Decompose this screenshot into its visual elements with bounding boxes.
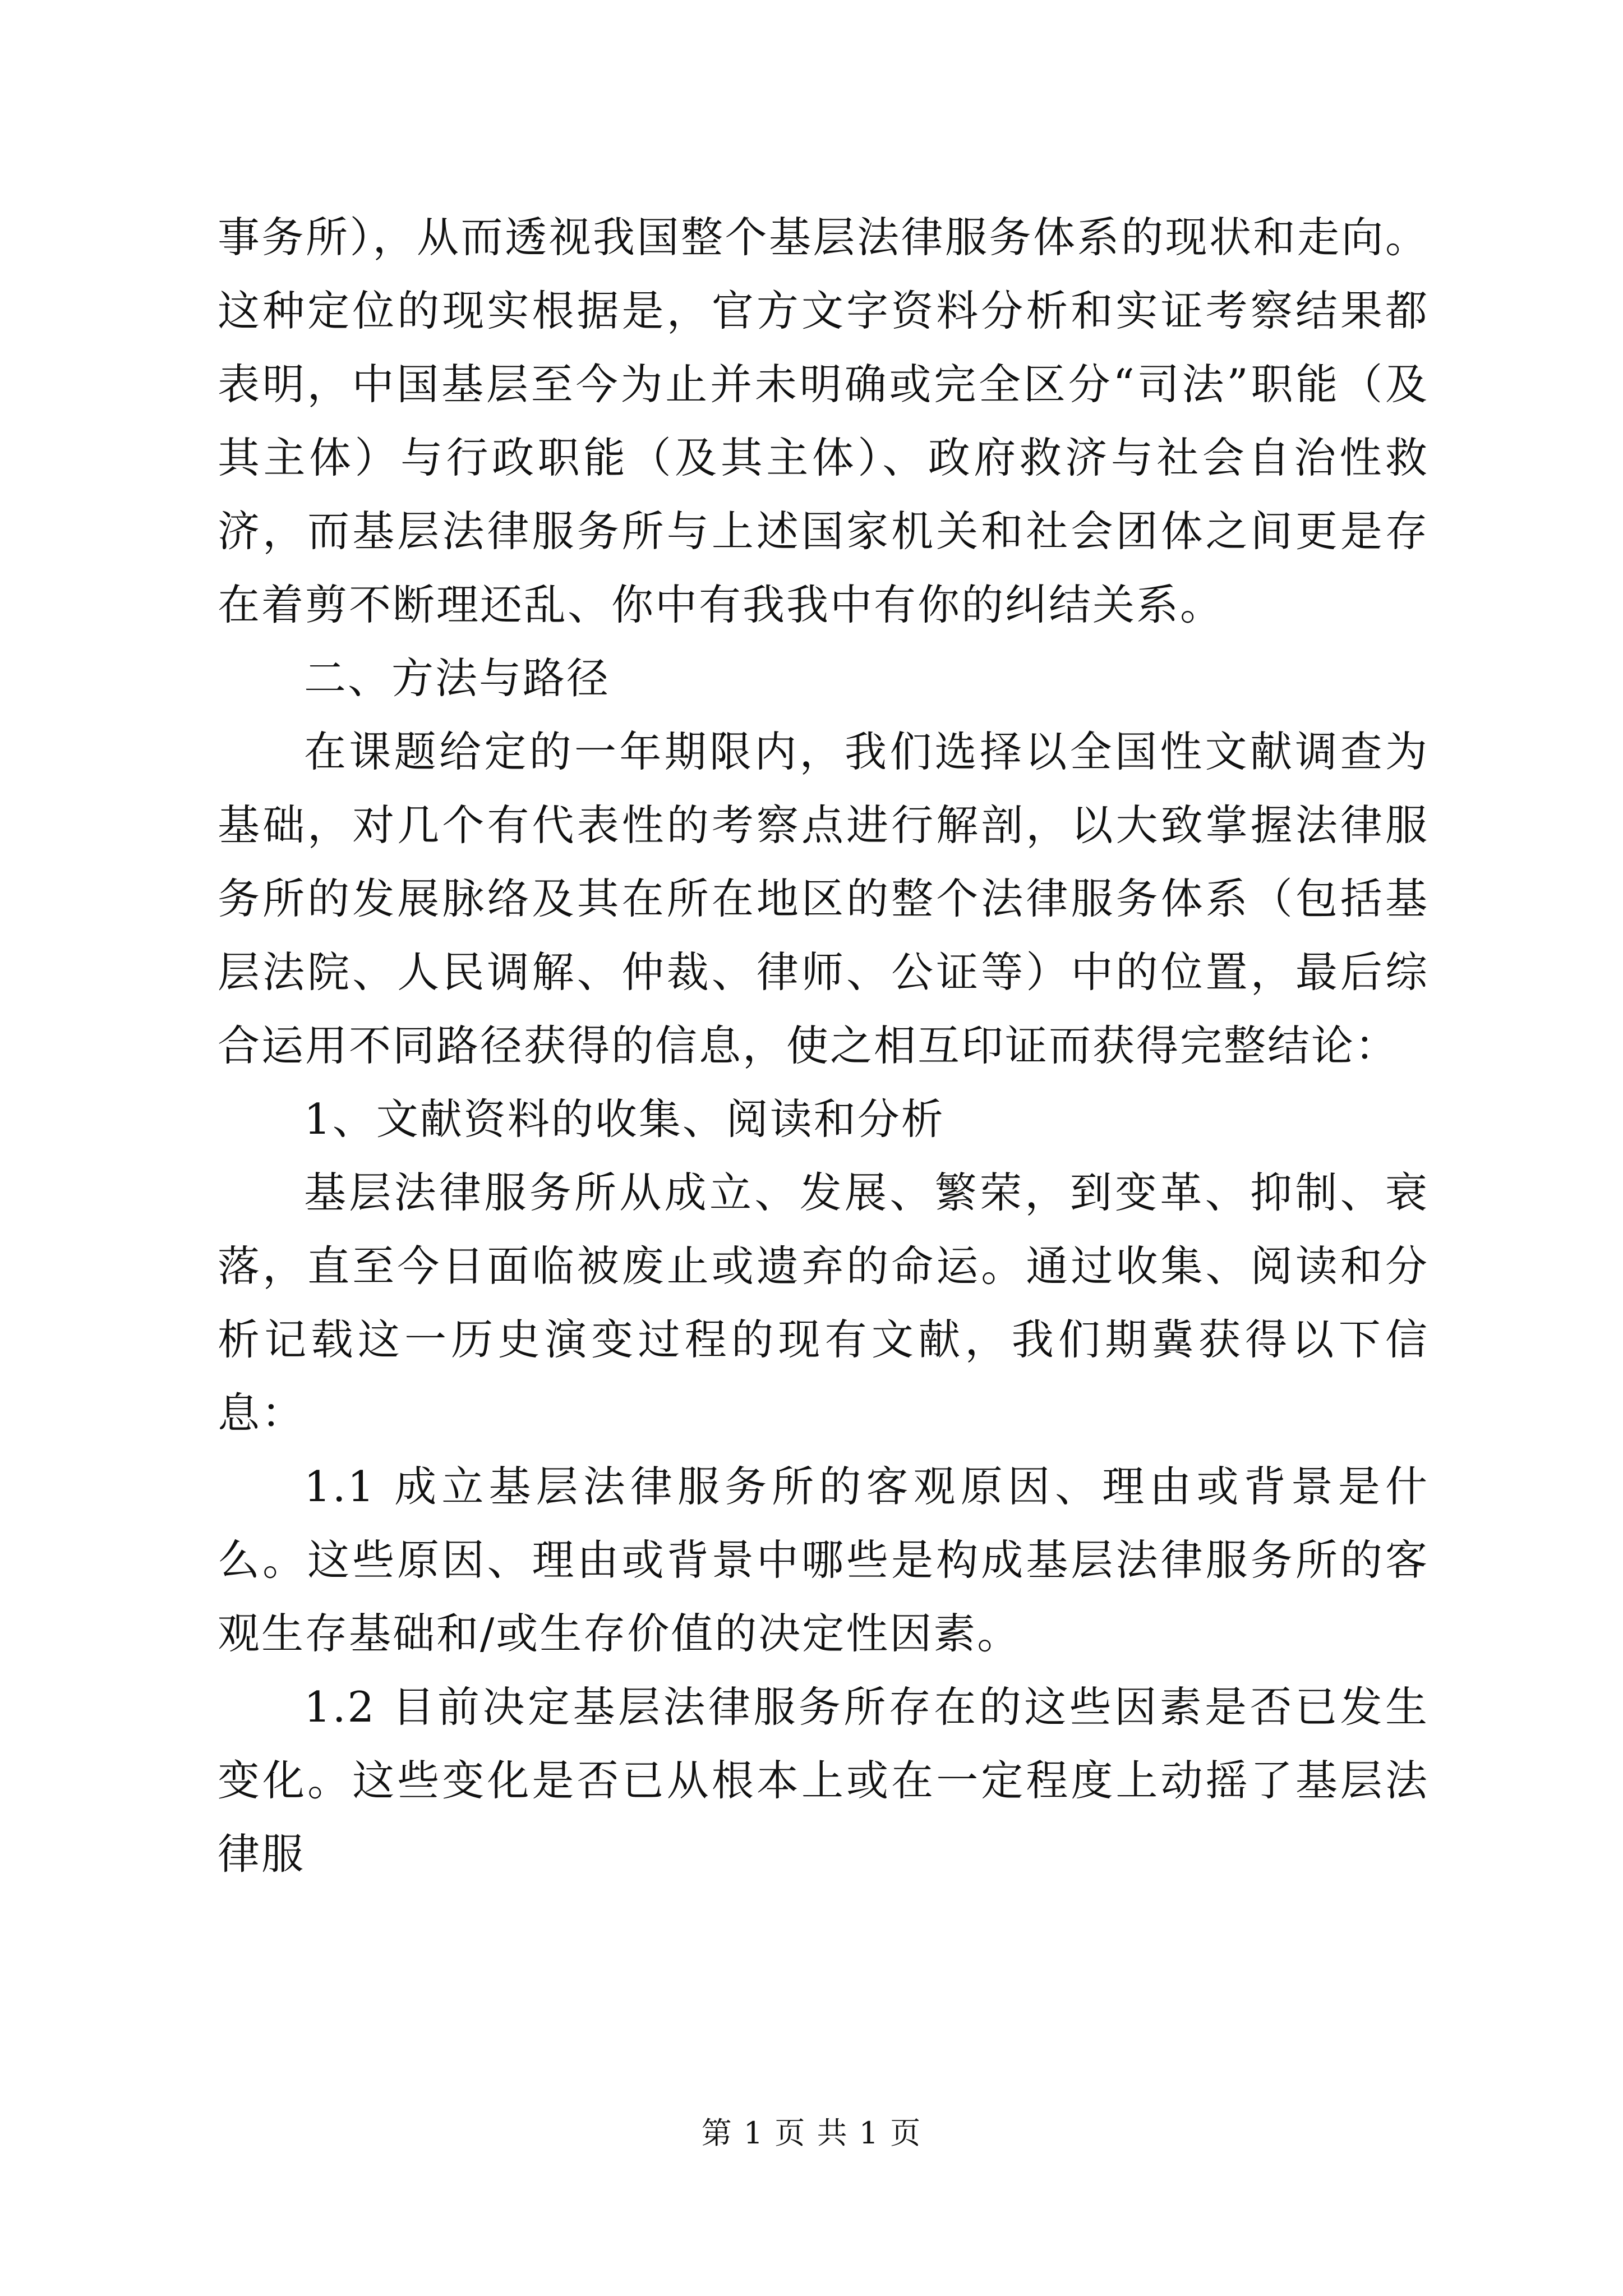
paragraph-continuation: 事务所），从而透视我国整个基层法律服务体系的现状和走向。这种定位的现实根据是，官方文字资料分析和实证考察结果都表明，中国基层至今为止并未明确或完全区分“司法”职能（及其主体）与行政职能（及其主体）、政府救济与社会自治性救济，而基层法律服务所与上述国家机关和社会团体之间更是存在着剪不断理还乱、你中有我我中有你的纠结关系。 (218, 213, 1429, 629)
page-number-footer: 第 1 页 共 1 页 (701, 2115, 922, 2151)
paragraph-item-1-2: 1.2 目前决定基层法律服务所存在的这些因素是否已发生变化。这些变化是否已从根本上或在一定程度上动摇了基层法律服 (218, 1682, 1429, 1879)
subheading-literature: 1、文献资料的收集、阅读和分析 (304, 1094, 945, 1144)
paragraph-item-1-1: 1.1 成立基层法律服务所的客观原因、理由或背景是什么。这些原因、理由或背景中哪些是构成基层法律服务所的客观生存基础和/或生存价值的决定性因素。 (218, 1462, 1429, 1658)
document-body (218, 201, 1429, 1891)
section-heading-methods: 二、方法与路径 (304, 654, 611, 703)
paragraph-literature: 基层法律服务所从成立、发展、繁荣，到变革、抑制、衰落，直至今日面临被废止或遗弃的命运。通过收集、阅读和分析记载这一历史演变过程的现有文献，我们期冀获得以下信息： (218, 1168, 1429, 1438)
paragraph-methods-intro: 在课题给定的一年期限内，我们选择以全国性文献调查为基础，对几个有代表性的考察点进行解剖，以大致掌握法律服务所的发展脉络及其在所在地区的整个法律服务体系（包括基层法院、人民调解、仲裁、律师、公证等）中的位置，最后综合运用不同路径获得的信息，使之相互印证而获得完整结论： (218, 727, 1429, 1070)
